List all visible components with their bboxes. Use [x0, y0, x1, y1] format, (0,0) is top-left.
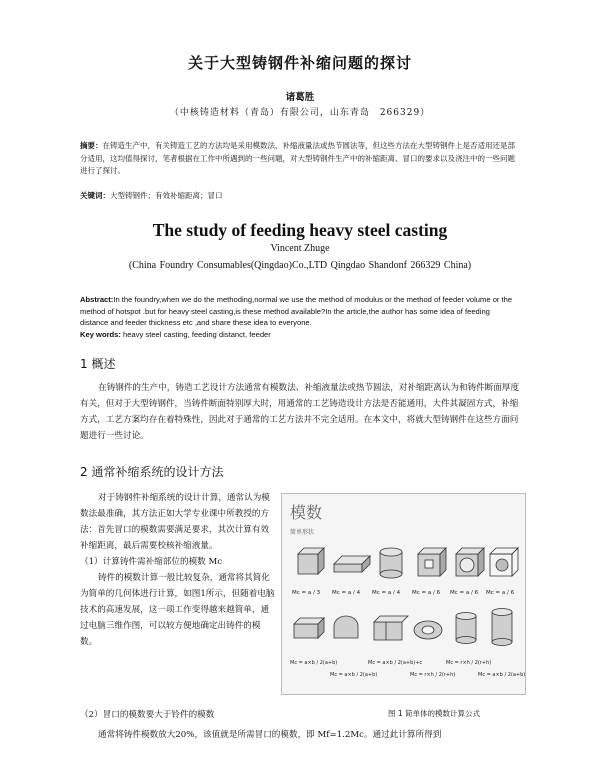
bar-shape [294, 618, 324, 638]
tall-cylinder-shape [492, 609, 512, 646]
formula-r2-1: Mc = a×b / 2(a+b) [290, 660, 338, 666]
section-2-paragraph-3: 通常将铸件模数放大20%，该值就是所需冒口的模数，即 Mf=1.2Mc。通过此计算所得到 [98, 730, 442, 740]
english-abstract-label: Abstract: [80, 295, 114, 304]
formula-r1-6: Mc = a / 6 [486, 590, 515, 596]
cube-shape [298, 548, 324, 574]
formula-r2-5: Mc = r×h / 2(r+h) [446, 660, 492, 666]
chinese-keywords-text: 大型铸钢件；有效补缩距离；冒口 [110, 191, 223, 200]
tube-shape [456, 613, 476, 644]
section-2-paragraph-2: 铸件的模数计算一般比较复杂，通常将其简化为简单的几何体进行计算，如图1所示，但随着电脑技术的高速发展，这一项工作变得越来越简单，通过电脑三维作图，可以较方便地确定出铸件的模数。 [80, 573, 275, 647]
chinese-affiliation: （中核铸造材料（青岛）有限公司，山东青岛 266329） [169, 108, 431, 118]
english-affiliation: (China Foundry Consumables(Qingdao)Co.,LTD Qingdao Shandonf 266329 China) [128, 260, 472, 271]
formula-r1-3: Mc = a / 4 [372, 590, 401, 596]
chinese-author: 诸葛胜 [285, 92, 315, 103]
sphere-in-cube-shape [456, 548, 484, 576]
modulus-figure [281, 493, 526, 695]
chinese-keywords-label: 关键词： [80, 191, 110, 200]
section-2-subheading-2: （2）冒口的模数要大于铃件的模数 [80, 710, 215, 720]
english-title: The study of feeding heavy steel casting [152, 220, 448, 240]
figure-caption: 图 1 简单体的模数计算公式 [388, 709, 481, 718]
half-cylinder-shape [334, 616, 358, 638]
section-2-subheading-1: （1）计算铸件需补缩部位的模数 Mc [80, 557, 223, 567]
cylinder-shape [380, 548, 402, 578]
english-author: Vincent Zhuge [270, 243, 330, 254]
chinese-keywords [80, 190, 520, 203]
formula-r1-2: Mc = a / 4 [332, 590, 361, 596]
english-abstract [80, 294, 520, 340]
formula-r2-6: Mc = a×b / 2(a+b) [478, 672, 525, 678]
section-2-paragraph-1: 对于铸钢件补缩系统的设计计算，通常认为模数法最准确，其方法正如大学专业课中所教授的方法：首先冒口的模数需要满足要求，其次计算有效补缩距离，最后需要校核补缩液量。 [80, 493, 270, 551]
figure-subtitle: 简单形状 [290, 529, 315, 536]
english-abstract-text: In the foundry,when we do the methoding,normal we use the method of modulus or the method of feeder volume or the method of hotspot .but for heavy steel casting,is these method available?In the article,the author has some idea of feeding distance and feeder thickness etc ,and share these idea to everyone. [80, 295, 513, 328]
formula-r1-4: Mc = a / 6 [412, 590, 441, 596]
formula-r2-3: Mc = a×b / 2(a+b)+c [368, 660, 423, 666]
figure-title: 模数 [290, 503, 323, 522]
ring-shape [414, 621, 442, 639]
section-1-heading: 1 概述 [80, 357, 116, 371]
formula-r1-5: Mc = a / 6 [450, 590, 479, 596]
chinese-title: 关于大型铸钢件补缩问题的探讨 [187, 54, 412, 72]
english-keywords-label: Key words: [80, 329, 121, 339]
section-2-heading: 2 通常补缩系统的设计方法 [80, 465, 224, 479]
chinese-abstract [80, 140, 520, 178]
chinese-abstract-label: 摘要： [80, 141, 103, 150]
section-1-body: 在铸钢件的生产中，铸造工艺设计方法通常有模数法、补缩液量法或热节圆法，对补缩距离认为和铸件断面厚度有关，但对于大型铸钢件，当铸件断面特别厚大时，用通常的工艺铸造设计方法是否能通用，大件其凝固方式，补缩方式，工艺方案均存在着特殊性，因此对于通常的工艺方法并不完全适用。在本文中，将就大型铸钢件在这些方面问题进行一些讨论。 [80, 383, 520, 441]
modulus-figure-graphic [282, 494, 525, 694]
formula-r2-2: Mc = a×b / 2(a+b) [330, 672, 378, 678]
formula-r2-4: Mc = r×h / 2(r+h) [410, 672, 456, 678]
chinese-abstract-text: 在铸造生产中，有关铸造工艺的方法均是采用模数法、补缩液量法或热节圆法等，但这些方法在大型铸钢件上是否适用还是部分适用，这均值得探讨，笔者根据在工作中所遇到的一些问题，对大型铸钢件生产中的补缩距离、冒口的要求以及浇注中的一些问题进行了探讨。 [80, 141, 515, 175]
section-2-left-column [80, 490, 275, 650]
english-keywords-text: heavy steel casting, feeding distanct, feeder [120, 329, 271, 339]
hollow-cube-shape [418, 548, 446, 576]
plate-shape [334, 556, 370, 572]
formula-r1-1: Mc = a / 3 [292, 590, 321, 596]
